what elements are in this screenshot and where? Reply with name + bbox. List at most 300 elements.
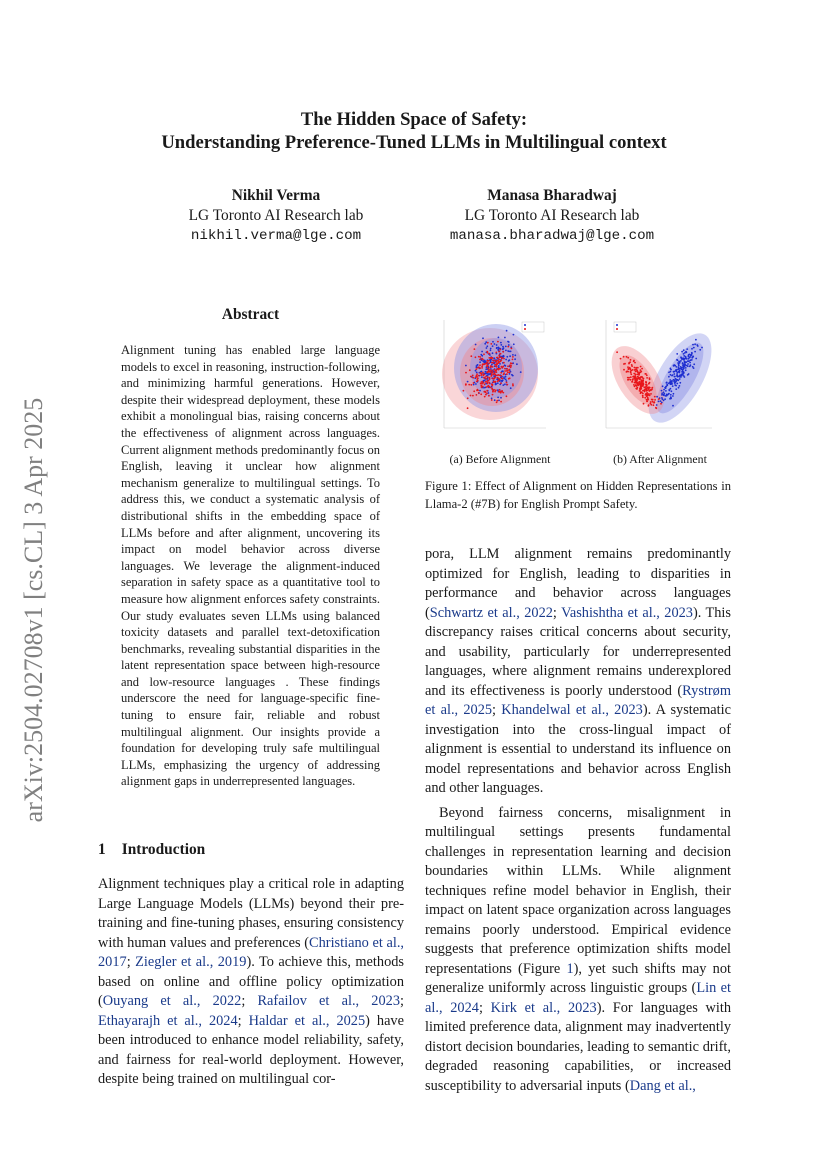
scatter-point — [675, 388, 677, 390]
scatter-point — [681, 351, 683, 353]
scatter-point — [468, 384, 470, 386]
section-heading-introduction — [98, 841, 205, 859]
scatter-point — [639, 389, 641, 391]
scatter-point — [685, 351, 687, 353]
scatter-point — [486, 362, 488, 364]
scatter-point — [484, 396, 486, 398]
scatter-point — [480, 354, 482, 356]
scatter-point — [694, 351, 696, 353]
scatter-point — [508, 344, 510, 346]
paper-title-line1: The Hidden Space of Safety: — [300, 109, 528, 130]
scatter-point — [487, 352, 489, 354]
figure-1b-plot — [596, 316, 716, 438]
scatter-point — [687, 360, 689, 362]
subfigure-caption-a: (a) Before Alignment — [449, 452, 551, 466]
scatter-point — [476, 381, 478, 383]
before-alignment-scatter — [430, 316, 550, 438]
scatter-point — [480, 385, 482, 387]
citation-link[interactable]: Ethayarajh et al., 2024 — [98, 1012, 238, 1029]
scatter-point — [502, 348, 504, 350]
scatter-point — [689, 356, 691, 358]
scatter-point — [656, 404, 658, 406]
scatter-point — [642, 395, 644, 397]
scatter-point — [640, 392, 642, 394]
citation-link[interactable]: Rafailov et al., 2023 — [257, 993, 400, 1009]
scatter-point — [647, 394, 649, 396]
scatter-point — [691, 354, 693, 356]
scatter-point — [485, 394, 487, 396]
scatter-point — [661, 394, 663, 396]
scatter-point — [674, 376, 676, 378]
scatter-point — [650, 389, 652, 391]
scatter-point — [495, 352, 497, 354]
scatter-point — [670, 368, 672, 370]
author-email[interactable]: manasa.bharadwaj@lge.com — [449, 228, 655, 244]
scatter-point — [630, 371, 632, 373]
scatter-point — [508, 351, 510, 353]
scatter-point — [510, 365, 512, 367]
scatter-point — [488, 385, 490, 387]
arxiv-identifier: arXiv:2504.02708v1 [cs.CL] 3 Apr 2025 — [19, 397, 48, 823]
scatter-point — [489, 353, 491, 355]
scatter-point — [510, 387, 512, 389]
scatter-point — [488, 357, 490, 359]
author-email[interactable]: nikhil.verma@lge.com — [190, 228, 362, 244]
scatter-point — [676, 359, 678, 361]
scatter-point — [498, 351, 500, 353]
scatter-point — [675, 381, 677, 383]
scatter-point — [633, 360, 635, 362]
scatter-point — [695, 358, 697, 360]
scatter-point — [498, 368, 500, 370]
scatter-point — [650, 393, 652, 395]
scatter-point — [494, 364, 496, 366]
scatter-point — [650, 401, 652, 403]
scatter-point — [498, 391, 500, 393]
scatter-point — [647, 386, 649, 388]
scatter-point — [469, 369, 471, 371]
scatter-point — [505, 346, 507, 348]
scatter-point — [687, 374, 689, 376]
scatter-point — [641, 368, 643, 370]
citation-link[interactable]: Khandelwal et al., 2023 — [501, 702, 643, 718]
scatter-point — [671, 375, 673, 377]
scatter-point — [482, 360, 484, 362]
scatter-point — [486, 380, 488, 382]
scatter-point — [684, 362, 686, 364]
scatter-point — [492, 394, 494, 396]
scatter-point — [494, 399, 496, 401]
scatter-point — [683, 367, 685, 369]
scatter-point — [512, 359, 514, 361]
scatter-point — [489, 378, 491, 380]
scatter-point — [646, 377, 648, 379]
scatter-point — [506, 384, 508, 386]
citation-link[interactable]: Ziegler et al., 2019 — [135, 954, 247, 970]
scatter-point — [658, 398, 660, 400]
scatter-point — [630, 359, 632, 361]
scatter-point — [465, 365, 467, 367]
section-title: Introduction — [121, 841, 206, 858]
scatter-point — [482, 337, 484, 339]
citation-link[interactable]: Rystrøm et al., 2025 — [425, 682, 731, 718]
author-name: Nikhil Verma — [231, 187, 321, 204]
scatter-point — [514, 358, 516, 360]
scatter-point — [678, 363, 680, 365]
scatter-point — [496, 347, 498, 349]
scatter-point — [486, 345, 488, 347]
scatter-point — [509, 377, 511, 379]
scatter-point — [651, 387, 653, 389]
scatter-point — [511, 363, 513, 365]
intro-paragraph-2: pora, LLM alignment remains predominantly optimized for English, leading to disparities in performance and behavior across languages (Schwartz et al., 2022; Vashishtha et al., 2023). This discrepancy raises critical concerns about security, and usability, particularly for underrepresented languages, where alignment remains underexplored and its effectiveness is poorly understood (Rystrøm et al., 2025; Khandelwal et al., 2023). A systematic investigation into the cross-lingual impact of alignment is essential to understand its influence on model representations and behavior across English and other languages. — [425, 546, 732, 796]
scatter-point — [496, 401, 498, 403]
scatter-point — [504, 337, 506, 339]
scatter-point — [506, 395, 508, 397]
scatter-point — [640, 366, 642, 368]
scatter-point — [498, 337, 500, 339]
scatter-point — [500, 372, 502, 374]
scatter-point — [687, 363, 689, 365]
scatter-point — [669, 379, 671, 381]
scatter-point — [634, 362, 636, 364]
intro-paragraph-3: Beyond fairness concerns, misalignment in multilingual settings presents fundamental challenges in representation learning and decision boundaries within LLMs. While alignment techniques refine model behavior in English, their impact on latent space organization across languages remains poorly understood. Empirical evidence suggests that preference optimization shifts model representations (Figure 1), yet such shifts may not generalize uniformly across linguistic groups (Lin et al., 2024; Kirk et al., 2023). For languages with limited preference data, alignment may inadvertently distort decision boundaries, leading to semantic drift, degraded reasoning capabilities, or increased susceptibility to adversarial inputs (Dang et al., — [425, 804, 731, 1094]
scatter-point — [672, 385, 674, 387]
scatter-point — [485, 341, 487, 343]
scatter-point — [628, 368, 630, 370]
scatter-point — [499, 349, 501, 351]
scatter-point — [679, 374, 681, 376]
scatter-point — [638, 374, 640, 376]
scatter-point — [501, 377, 503, 379]
scatter-point — [486, 360, 488, 362]
citation-link[interactable]: Haldar et al., 2025 — [248, 1012, 366, 1029]
scatter-point — [502, 346, 504, 348]
scatter-point — [673, 393, 675, 395]
scatter-point — [520, 371, 522, 373]
scatter-point — [673, 373, 675, 375]
scatter-point — [475, 383, 477, 385]
scatter-point — [470, 376, 472, 378]
after-alignment-scatter — [596, 316, 716, 438]
scatter-point — [506, 356, 508, 358]
scatter-point — [512, 375, 514, 377]
scatter-point — [507, 346, 509, 348]
scatter-point — [671, 390, 673, 392]
scatter-point — [666, 384, 668, 386]
scatter-point — [685, 357, 687, 359]
scatter-point — [488, 362, 490, 364]
scatter-point — [648, 383, 650, 385]
scatter-point — [666, 395, 668, 397]
scatter-point — [643, 387, 645, 389]
scatter-point — [492, 345, 494, 347]
scatter-point — [500, 344, 502, 346]
scatter-point — [496, 366, 498, 368]
scatter-point — [475, 368, 477, 370]
scatter-point — [470, 384, 472, 386]
scatter-point — [504, 364, 506, 366]
scatter-point — [660, 400, 662, 402]
scatter-point — [480, 372, 482, 374]
scatter-point — [626, 370, 628, 372]
scatter-point — [512, 356, 514, 358]
scatter-point — [511, 348, 513, 350]
scatter-point — [670, 388, 672, 390]
scatter-point — [654, 396, 656, 398]
scatter-point — [465, 383, 467, 385]
scatter-point — [670, 394, 672, 396]
citation-link[interactable]: Christiano et al., 2017 — [98, 934, 404, 970]
scatter-point — [661, 390, 663, 392]
scatter-point — [693, 347, 695, 349]
scatter-point — [678, 387, 680, 389]
scatter-point — [502, 380, 504, 382]
scatter-point — [687, 365, 689, 367]
scatter-point — [490, 371, 492, 373]
scatter-point — [646, 400, 648, 402]
intro-left-column — [98, 875, 404, 1090]
scatter-point — [679, 362, 681, 364]
scatter-point — [638, 381, 640, 383]
scatter-point — [637, 370, 639, 372]
intro-right-column — [425, 545, 731, 1096]
scatter-point — [623, 356, 625, 358]
scatter-point — [513, 334, 515, 336]
scatter-point — [678, 368, 680, 370]
scatter-point — [478, 366, 480, 368]
scatter-point — [696, 344, 698, 346]
scatter-point — [632, 379, 634, 381]
scatter-point — [683, 371, 685, 373]
scatter-point — [486, 390, 488, 392]
scatter-point — [504, 370, 506, 372]
scatter-point — [645, 393, 647, 395]
scatter-point — [649, 395, 651, 397]
scatter-point — [490, 369, 492, 371]
figure-1a-plot — [430, 316, 550, 438]
scatter-point — [685, 369, 687, 371]
scatter-point — [484, 391, 486, 393]
scatter-point — [689, 362, 691, 364]
abstract-text: Alignment tuning has enabled large language models to excel in reasoning, instruction-following, and minimizing harmful generations. However, despite their widespread deployment, these models exhibit a monolingual bias, raising concerns about the effectiveness of alignment across languages. Current alignment methods predominantly focus on English, leaving it unclear how alignment mechanism generalize to multilingual settings. To address this, we conduct a systematic analysis of distributional shifts in the embedding space of LLMs before and after alignment, uncovering its impact on model behavior across diverse languages. We leverage the alignment-induced separation in safety space as a quantitative tool to measure how alignment enforces safety constraints. Our study evaluates seven LLMs using balanced toxicity datasets and parallel text-detoxification benchmarks, revealing substantial disparities in the latent representation space between high-resource and low-resource languages . These findings underscore the need for language-specific fine-tuning to ensure fair, reliable and robust multilingual alignment. Our insights provide a foundation for developing truly safe multilingual LLMs, emphasizing the urgency of addressing alignment gaps in underrepresented languages. — [121, 343, 380, 789]
citation-link[interactable]: Ouyang et al., 2022 — [102, 993, 242, 1009]
scatter-point — [694, 343, 696, 345]
scatter-point — [473, 384, 475, 386]
scatter-point — [630, 376, 632, 378]
scatter-point — [488, 380, 490, 382]
scatter-point — [500, 342, 502, 344]
scatter-point — [641, 377, 643, 379]
citation-link[interactable]: Schwartz et al., 2022 — [429, 604, 553, 621]
scatter-point — [672, 395, 674, 397]
scatter-point — [506, 368, 508, 370]
scatter-point — [492, 341, 494, 343]
scatter-point — [494, 378, 496, 380]
scatter-point — [669, 398, 671, 400]
scatter-point — [692, 344, 694, 346]
scatter-point — [691, 359, 693, 361]
scatter-point — [683, 349, 685, 351]
citation-link[interactable]: Dang et al., — [629, 1077, 696, 1094]
scatter-point — [695, 339, 697, 341]
scatter-point — [509, 371, 511, 373]
scatter-point — [631, 365, 633, 367]
scatter-point — [496, 371, 498, 373]
scatter-point — [492, 389, 494, 391]
scatter-point — [685, 367, 687, 369]
scatter-point — [477, 364, 479, 366]
scatter-point — [640, 369, 642, 371]
scatter-point — [672, 405, 674, 407]
scatter-point — [498, 358, 500, 360]
scatter-point — [645, 373, 647, 375]
scatter-point — [487, 374, 489, 376]
scatter-point — [677, 372, 679, 374]
scatter-point — [495, 389, 497, 391]
scatter-point — [491, 362, 493, 364]
scatter-point — [676, 383, 678, 385]
scatter-point — [481, 376, 483, 378]
scatter-point — [490, 348, 492, 350]
scatter-point — [679, 382, 681, 384]
scatter-point — [628, 363, 630, 365]
scatter-point — [661, 392, 663, 394]
scatter-point — [500, 353, 502, 355]
scatter-point — [658, 401, 660, 403]
scatter-point — [496, 400, 498, 402]
scatter-point — [663, 389, 665, 391]
scatter-point — [498, 362, 500, 364]
abstract-heading: Abstract — [221, 306, 280, 323]
scatter-point — [676, 375, 678, 377]
scatter-point — [472, 375, 474, 377]
scatter-point — [491, 374, 493, 376]
scatter-point — [635, 379, 637, 381]
scatter-point — [472, 395, 474, 397]
scatter-point — [480, 374, 482, 376]
scatter-point — [494, 343, 496, 345]
scatter-point — [494, 360, 496, 362]
scatter-point — [642, 396, 644, 398]
scatter-point — [482, 386, 484, 388]
figure-reference-link[interactable]: 1 — [566, 960, 574, 977]
scatter-point — [624, 363, 626, 365]
scatter-point — [648, 405, 650, 407]
scatter-point — [487, 342, 489, 344]
scatter-point — [644, 391, 646, 393]
scatter-point — [496, 344, 498, 346]
paper-title-line2: Understanding Preference-Tuned LLMs in Multilingual context — [161, 132, 667, 153]
scatter-point — [485, 378, 487, 380]
citation-link[interactable]: Kirk et al., 2023 — [490, 999, 597, 1016]
scatter-point — [506, 373, 508, 375]
scatter-point — [506, 330, 508, 332]
scatter-point — [493, 389, 495, 391]
scatter-point — [503, 358, 505, 360]
scatter-point — [498, 400, 500, 402]
citation-link[interactable]: Lin et al., 2024 — [425, 980, 731, 1016]
scatter-point — [683, 355, 685, 357]
scatter-point — [639, 378, 641, 380]
scatter-point — [478, 392, 480, 394]
scatter-point — [662, 385, 664, 387]
scatter-point — [650, 403, 652, 405]
scatter-point — [509, 355, 511, 357]
scatter-point — [637, 367, 639, 369]
scatter-point — [514, 354, 516, 356]
author-affiliation: LG Toronto AI Research lab — [464, 207, 640, 224]
scatter-point — [475, 356, 477, 358]
scatter-point — [498, 355, 500, 357]
scatter-point — [683, 353, 685, 355]
scatter-point — [675, 385, 677, 387]
scatter-point — [647, 397, 649, 399]
scatter-point — [479, 390, 481, 392]
scatter-point — [487, 365, 489, 367]
scatter-point — [487, 371, 489, 373]
scatter-point — [492, 357, 494, 359]
scatter-point — [472, 377, 474, 379]
scatter-point — [491, 399, 493, 401]
scatter-point — [626, 356, 628, 358]
scatter-point — [503, 378, 505, 380]
scatter-point — [679, 378, 681, 380]
scatter-point — [475, 376, 477, 378]
scatter-point — [679, 385, 681, 387]
scatter-point — [500, 359, 502, 361]
citation-link[interactable]: Vashishtha et al., 2023 — [561, 604, 693, 621]
scatter-point — [499, 356, 501, 358]
scatter-point — [482, 359, 484, 361]
scatter-point — [492, 359, 494, 361]
scatter-point — [682, 357, 684, 359]
scatter-point — [503, 374, 505, 376]
scatter-point — [502, 384, 504, 386]
scatter-point — [644, 389, 646, 391]
scatter-point — [507, 372, 509, 374]
scatter-point — [663, 391, 665, 393]
scatter-point — [645, 381, 647, 383]
scatter-point — [495, 384, 497, 386]
scatter-point — [516, 363, 518, 365]
scatter-point — [641, 380, 643, 382]
scatter-point — [627, 366, 629, 368]
scatter-point — [479, 356, 481, 358]
scatter-point — [506, 382, 508, 384]
scatter-point — [685, 361, 687, 363]
scatter-point — [693, 367, 695, 369]
scatter-point — [496, 357, 498, 359]
scatter-point — [513, 343, 515, 345]
scatter-point — [473, 382, 475, 384]
scatter-point — [503, 362, 505, 364]
scatter-point — [481, 366, 483, 368]
scatter-point — [616, 351, 618, 353]
figure-1-caption: Figure 1: Effect of Alignment on Hidden Representations in Llama-2 (#7B) for English Prompt Safety. — [425, 479, 731, 511]
scatter-point — [628, 379, 630, 381]
scatter-point — [630, 373, 632, 375]
scatter-point — [479, 361, 481, 363]
scatter-point — [478, 375, 480, 377]
scatter-point — [648, 388, 650, 390]
scatter-point — [666, 382, 668, 384]
scatter-point — [489, 382, 491, 384]
scatter-point — [494, 372, 496, 374]
scatter-point — [483, 363, 485, 365]
scatter-point — [488, 395, 490, 397]
scatter-point — [490, 349, 492, 351]
